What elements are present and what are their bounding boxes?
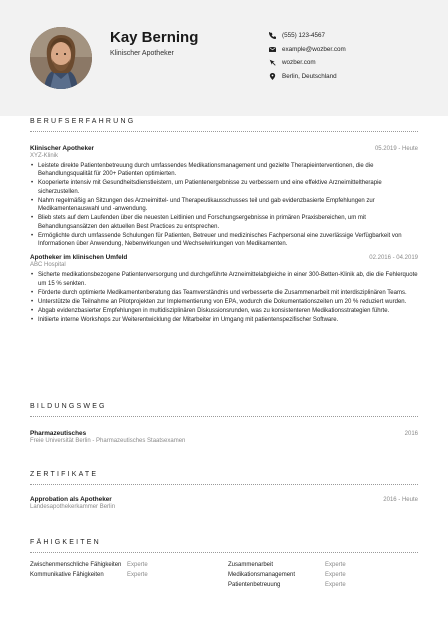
skill-level: Experte (325, 582, 346, 588)
contact-location (268, 70, 346, 83)
section-title-skills: FÄHIGKEITEN (30, 539, 418, 553)
candidate-name: Kay Berning (110, 29, 199, 46)
profile-photo (30, 27, 92, 89)
link-icon (268, 59, 276, 67)
section-title-education: BILDUNGSWEG (30, 403, 418, 417)
education-degree: Pharmazeutisches (30, 430, 87, 437)
education-school: Freie Universität Berlin - Pharmazeutisches Staatsexamen (30, 438, 186, 444)
skill-name: Zusammenarbeit (228, 562, 274, 568)
list-item: • Blieb stets auf dem Laufenden über die neuesten Leitlinien und Forschungsergebnisse in primären Praxisbereichen, um mit Behandlungsansätzen den aktuellen Best Practices zu entsprechen. (30, 214, 418, 231)
list-item: • Förderte durch optimierte Medikamentenberatung das Teamverständnis und verbesserte die Zusammenarbeit mit interdisziplinären Teams. (30, 289, 418, 297)
job-entry (30, 254, 418, 324)
experience-section (30, 118, 418, 325)
certificates-section (30, 471, 418, 510)
education-entry (30, 430, 418, 444)
list-item: • Sicherte medikationsbezogene Patientenversorgung und durchgeführte Arzneimittelabgleiche in einer 300-Betten-Klinik ab, die die Fehlerquote um 15 % senkten. (30, 271, 418, 288)
contact-website-text[interactable]: wozber.com (282, 59, 316, 66)
job-entry (30, 145, 418, 248)
location-icon (268, 72, 276, 80)
skill-name (30, 581, 127, 589)
skill-level: Experte (127, 562, 148, 568)
skill-level (127, 581, 228, 589)
job-title-2: Apotheker im klinischen Umfeld (30, 254, 128, 262)
skill-level: Experte (127, 572, 148, 578)
skill-level: Experte (325, 572, 346, 578)
phone-icon (268, 32, 276, 40)
certificate-entry (30, 496, 418, 510)
list-item: • Leistete direkte Patientenbetreuung durch umfassendes Medikationsmanagement und gezielte Therapieinterventionen, die die Behandlungsqualität für 200+ Patienten optimierten. (30, 162, 418, 179)
contact-list (268, 29, 346, 83)
section-title-experience: BERUFSERFAHRUNG (30, 118, 418, 132)
education-section (30, 403, 418, 444)
list-item: • Abgab evidenzbasierter Empfehlungen in multidisziplinären Diskussionsrunden, was zu konsistenteren Medikationsstrategien führte. (30, 307, 418, 315)
email-icon (268, 45, 276, 53)
avatar (30, 27, 92, 89)
list-item: • Unterstützte die Teilnahme an Pilotprojekten zur Implementierung von EPA, wodurch die Dokumentationszeiten um 20 % reduziert wurden. (30, 298, 418, 306)
contact-email-text[interactable]: example@wozber.com (282, 45, 346, 53)
job-company-1: XYZ-Klinik (30, 153, 59, 159)
job-date-1: 05.2019 - Heute (374, 146, 418, 152)
contact-location-text: Berlin, Deutschland (282, 72, 337, 80)
list-item: • Nahm regelmäßig an Sitzungen des Arzneimittel- und Therapeutikausschusses teil und gab evidenzbasierte Empfehlungen zur Medikamentenauswahl und -anwendung. (30, 197, 418, 214)
education-year: 2016 (404, 431, 418, 437)
resume-header (0, 0, 448, 116)
list-item: • Kooperierte intensiv mit Gesundheitsdienstleistern, um Patientenergebnisse zu verbessern und eine effektive Arzneimitteltherapie sicherzustellen. (30, 179, 418, 196)
section-title-certificates: ZERTIFIKATE (30, 471, 418, 485)
job-date-2: 02.2016 - 04.2019 (369, 255, 418, 262)
list-item: • Ermöglichte durch umfassende Schulungen für Patienten, Betreuer und medizinisches Fachpersonal eine zuverlässige Verfügbarkeit von Informationen über Anwendung, Nebenwirkungen und Wechselwirkungen von Medikamenten. (30, 232, 418, 249)
job-title-1: Klinischer Apotheker (30, 145, 95, 152)
skills-section (30, 539, 418, 589)
contact-website[interactable] (268, 56, 346, 69)
certificate-issuer: Landesapothekerkammer Berlin (30, 504, 116, 510)
skills-grid (30, 561, 418, 589)
certificate-date: 2016 - Heute (383, 497, 418, 503)
contact-phone (268, 29, 346, 42)
skill-name: Zwischenmenschliche Fähigkeiten (30, 562, 122, 568)
list-item: • Initiierte interne Workshops zur Weiterentwicklung der Mitarbeiter im Umgang mit patientenspezifischer Software. (30, 316, 418, 324)
job-bullets-2 (30, 271, 418, 324)
certificate-title: Approbation als Apotheker (30, 496, 112, 503)
contact-email[interactable] (268, 43, 346, 56)
skill-level: Experte (325, 562, 346, 568)
skill-name: Medikationsmanagement (228, 572, 296, 578)
skill-name: Kommunikative Fähigkeiten (30, 572, 104, 578)
job-bullets-1 (30, 162, 418, 248)
contact-phone-text: (555) 123-4567 (282, 32, 326, 39)
job-title: Klinischer Apotheker (110, 50, 174, 57)
skill-name: Patientenbetreuung (228, 582, 281, 588)
job-company-2: ABC Hospital (30, 262, 66, 269)
